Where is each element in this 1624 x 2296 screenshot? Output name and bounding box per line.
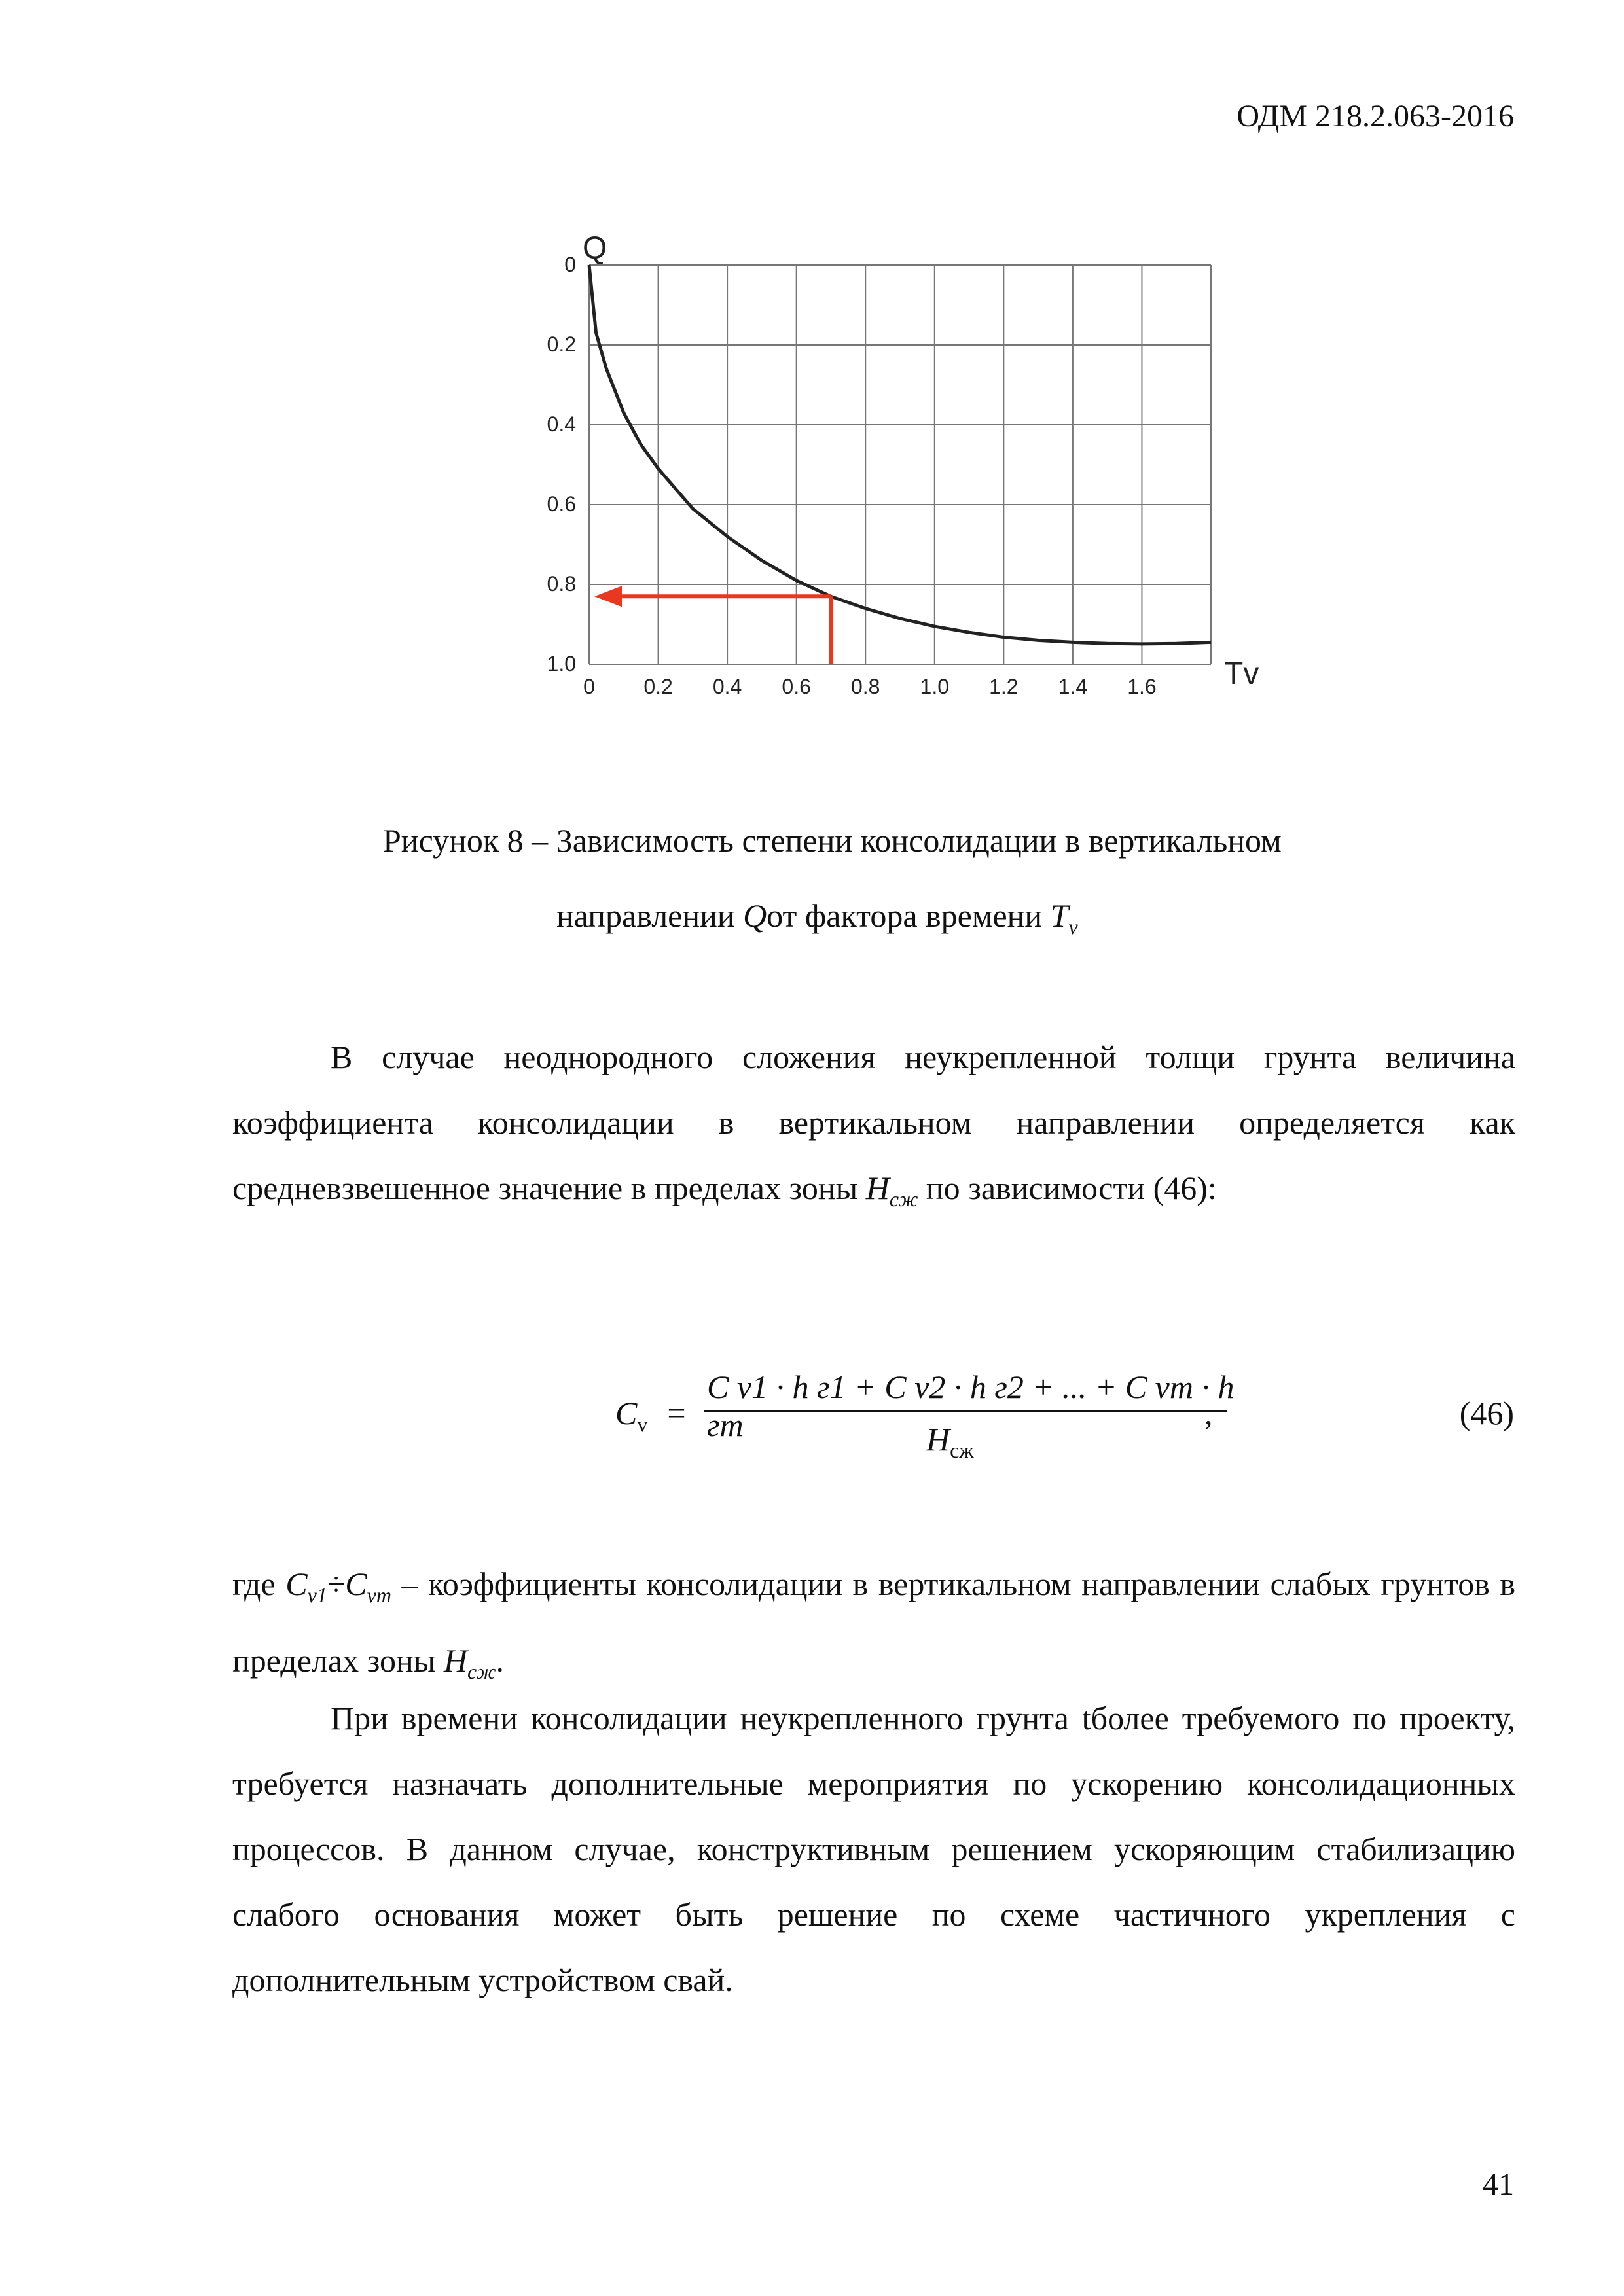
lhs-c: C [615, 1395, 638, 1431]
p2-c2sub: vm [367, 1583, 391, 1607]
x-tick-label: 1.0 [920, 675, 950, 698]
x-tick-label: 0.2 [643, 675, 673, 698]
x-tick-label: 0.4 [712, 675, 742, 698]
paragraph-2 [232, 1551, 1515, 1704]
caption-text: направлении [556, 897, 744, 934]
document-code: ОДМ 218.2.063-2016 [1236, 99, 1514, 134]
fraction-bar [704, 1410, 1227, 1412]
caption-text-2: от фактора времени [767, 897, 1051, 934]
p2-b: – коэффициенты консолидации в вертикальном направлении слабых грунтов в пределах зоны [232, 1566, 1515, 1679]
caption-line-2 [556, 897, 1078, 939]
y-tick-label: 0 [564, 253, 576, 276]
red-arrow-annotation [594, 586, 831, 664]
x-tick-label: 0.8 [850, 675, 880, 698]
caption-t-sub: v [1068, 915, 1078, 939]
caption-q: Q [743, 897, 767, 934]
y-tick-label: 0.2 [547, 332, 576, 356]
p2-c1sub: v1 [307, 1583, 327, 1607]
formula-46 [615, 1338, 1244, 1489]
chart-svg [517, 226, 1290, 710]
y-axis-label: Q [583, 231, 607, 266]
equation-number: (46) [1459, 1395, 1514, 1431]
p1-h: H [865, 1170, 890, 1206]
y-tick-labels [547, 253, 576, 675]
p2-hsub: сж [467, 1660, 496, 1683]
x-axis-label: Tv [1224, 656, 1259, 691]
x-tick-labels [583, 675, 1157, 698]
den-h: H [926, 1421, 950, 1458]
p2-c1: C [285, 1566, 308, 1602]
paragraph-3: При времени консолидации неукрепленного грунта tболее требуемого по проекту, требуется назначать дополнительные мероприятия по ускорению консолидационных процессов. В данном случае, конструктивным решением ускоряющим стабилизацию слабого основания может быть решение по схеме частичного укрепления с дополнительным устройством свай. [232, 1700, 1515, 1998]
p2-end: . [496, 1642, 505, 1679]
x-tick-label: 1.6 [1127, 675, 1157, 698]
chart-grid [589, 265, 1211, 664]
x-tick-label: 0 [583, 675, 595, 698]
p1-text: В случае неоднородного сложения неукрепленной толщи грунта величина коэффициента консолидации в вертикальном направлении определяется как средневзвешенное значение в пределах зоны [232, 1039, 1515, 1206]
den-sub: сж [950, 1439, 974, 1462]
formula-lhs [615, 1394, 686, 1437]
caption-t: T [1050, 897, 1069, 934]
equals-sign: = [667, 1395, 686, 1431]
p1-text-2: по зависимости (46): [918, 1170, 1217, 1206]
formula-comma: , [1204, 1395, 1213, 1431]
paragraph-1 [232, 1024, 1515, 1232]
formula-denominator [926, 1420, 973, 1463]
p2-div: ÷ [327, 1566, 346, 1602]
formula-numerator: C v1 · h г1 + C v2 · h г2 + ... + C vm · h гm [707, 1369, 1235, 1443]
annotation-arrowhead [594, 586, 622, 607]
y-tick-label: 0.4 [547, 412, 576, 436]
x-tick-label: 1.4 [1058, 675, 1088, 698]
consolidation-chart [517, 226, 1290, 710]
y-tick-label: 1.0 [547, 652, 576, 675]
x-tick-label: 1.2 [989, 675, 1019, 698]
p2-a: где [232, 1566, 286, 1602]
series-line-q-tv [589, 265, 1211, 644]
y-tick-label: 0.6 [547, 492, 576, 516]
x-tick-label: 0.6 [782, 675, 811, 698]
p2-c2: C [345, 1566, 367, 1602]
p2-h: H [443, 1642, 467, 1679]
caption-line-1: Рисунок 8 – Зависимость степени консолидации в вертикальном [383, 822, 1282, 859]
p1-h-sub: сж [889, 1187, 918, 1211]
page-number: 41 [1483, 2167, 1514, 2202]
y-tick-label: 0.8 [547, 572, 576, 596]
lhs-sub: v [637, 1412, 648, 1436]
